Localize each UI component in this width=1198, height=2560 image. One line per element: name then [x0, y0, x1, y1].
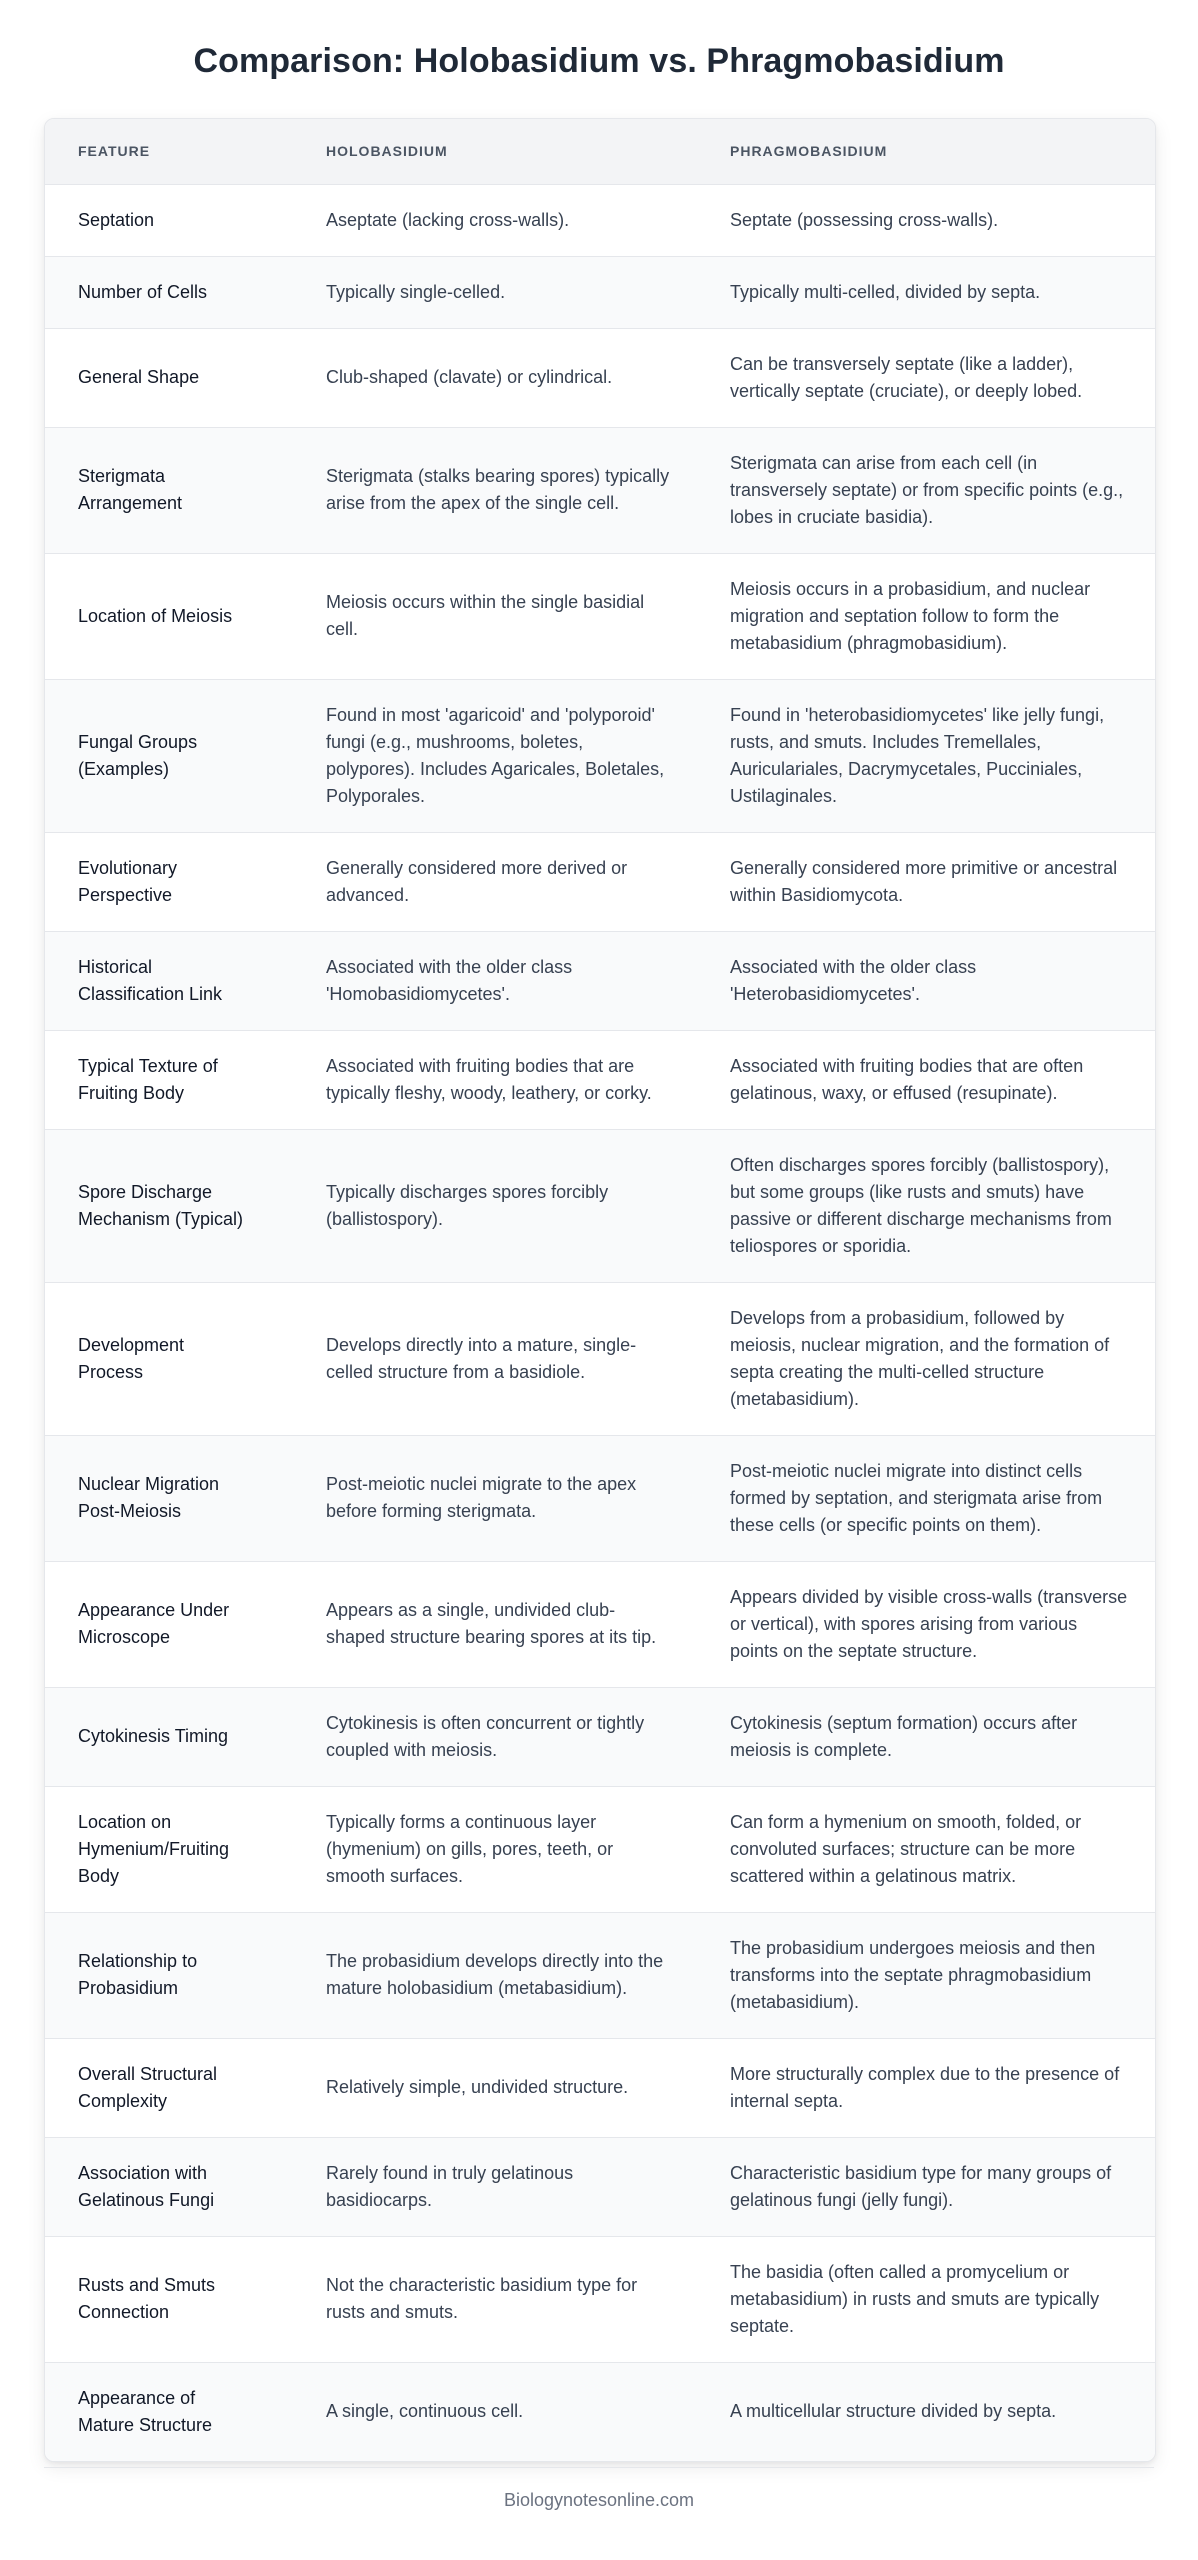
table-row [45, 1282, 1155, 1435]
feature-cell: Historical Classification Link [45, 931, 293, 1030]
phragmobasidium-cell: Meiosis occurs in a probasidium, and nuclear migration and septation follow to form the metabasidium (phragmobasidium). [697, 553, 1155, 679]
phragmobasidium-cell: Develops from a probasidium, followed by meiosis, nuclear migration, and the formation of septa creating the multi-celled structure (metabasidium). [697, 1282, 1155, 1435]
holobasidium-cell: A single, continuous cell. [293, 2362, 697, 2461]
holobasidium-cell: Typically single-celled. [293, 256, 697, 328]
holobasidium-cell: Associated with the older class 'Homobasidiomycetes'. [293, 931, 697, 1030]
phragmobasidium-cell: Associated with the older class 'Heterobasidiomycetes'. [697, 931, 1155, 1030]
phragmobasidium-cell: Can be transversely septate (like a ladder), vertically septate (cruciate), or deeply lobed. [697, 328, 1155, 427]
table-row [45, 1030, 1155, 1129]
table-row [45, 931, 1155, 1030]
feature-cell: Development Process [45, 1282, 293, 1435]
footer-divider [44, 2467, 1154, 2468]
feature-cell: Number of Cells [45, 256, 293, 328]
phragmobasidium-cell: Septate (possessing cross-walls). [697, 184, 1155, 256]
feature-cell: Sterigmata Arrangement [45, 427, 293, 553]
table-body [45, 184, 1155, 2461]
table-row [45, 328, 1155, 427]
header-holobasidium: HOLOBASIDIUM [293, 119, 697, 184]
phragmobasidium-cell: Typically multi-celled, divided by septa. [697, 256, 1155, 328]
phragmobasidium-cell: Cytokinesis (septum formation) occurs after meiosis is complete. [697, 1687, 1155, 1786]
table-row [45, 1129, 1155, 1282]
phragmobasidium-cell: Post-meiotic nuclei migrate into distinct cells formed by septation, and sterigmata arise from these cells (or specific points on them). [697, 1435, 1155, 1561]
holobasidium-cell: Typically discharges spores forcibly (ballistospory). [293, 1129, 697, 1282]
phragmobasidium-cell: Associated with fruiting bodies that are often gelatinous, waxy, or effused (resupinate). [697, 1030, 1155, 1129]
phragmobasidium-cell: More structurally complex due to the presence of internal septa. [697, 2038, 1155, 2137]
feature-cell: Association with Gelatinous Fungi [45, 2137, 293, 2236]
comparison-table [45, 119, 1155, 2461]
phragmobasidium-cell: Can form a hymenium on smooth, folded, or convoluted surfaces; structure can be more scattered within a gelatinous matrix. [697, 1786, 1155, 1912]
holobasidium-cell: Develops directly into a mature, single-celled structure from a basidiole. [293, 1282, 697, 1435]
phragmobasidium-cell: Appears divided by visible cross-walls (transverse or vertical), with spores arising from various points on the septate structure. [697, 1561, 1155, 1687]
footer-source: Biologynotesonline.com [503, 2490, 695, 2510]
feature-cell: Evolutionary Perspective [45, 832, 293, 931]
table-row [45, 184, 1155, 256]
holobasidium-cell: Relatively simple, undivided structure. [293, 2038, 697, 2137]
header-feature: FEATURE [45, 119, 293, 184]
table-row [45, 553, 1155, 679]
holobasidium-cell: Not the characteristic basidium type for rusts and smuts. [293, 2236, 697, 2362]
table-row [45, 427, 1155, 553]
holobasidium-cell: Found in most 'agaricoid' and 'polyporoid' fungi (e.g., mushrooms, boletes, polypores). Includes Agaricales, Boletales, Polyporales. [293, 679, 697, 832]
holobasidium-cell: Sterigmata (stalks bearing spores) typically arise from the apex of the single cell. [293, 427, 697, 553]
feature-cell: Relationship to Probasidium [45, 1912, 293, 2038]
feature-cell: Appearance Under Microscope [45, 1561, 293, 1687]
table-row [45, 1561, 1155, 1687]
page-title: Comparison: Holobasidium vs. Phragmobasidium [193, 42, 1005, 80]
feature-cell: Spore Discharge Mechanism (Typical) [45, 1129, 293, 1282]
phragmobasidium-cell: The basidia (often called a promycelium or metabasidium) in rusts and smuts are typically septate. [697, 2236, 1155, 2362]
table-row [45, 2038, 1155, 2137]
phragmobasidium-cell: Sterigmata can arise from each cell (in transversely septate) or from specific points (e.g., lobes in cruciate basidia). [697, 427, 1155, 553]
holobasidium-cell: Generally considered more derived or advanced. [293, 832, 697, 931]
feature-cell: Location on Hymenium/Fruiting Body [45, 1786, 293, 1912]
table-row [45, 2236, 1155, 2362]
feature-cell: General Shape [45, 328, 293, 427]
feature-cell: Appearance of Mature Structure [45, 2362, 293, 2461]
header-phragmobasidium: PHRAGMOBASIDIUM [697, 119, 1155, 184]
holobasidium-cell: Associated with fruiting bodies that are typically fleshy, woody, leathery, or corky. [293, 1030, 697, 1129]
table-row [45, 679, 1155, 832]
holobasidium-cell: Meiosis occurs within the single basidial cell. [293, 553, 697, 679]
holobasidium-cell: Typically forms a continuous layer (hymenium) on gills, pores, teeth, or smooth surfaces. [293, 1786, 697, 1912]
feature-cell: Location of Meiosis [45, 553, 293, 679]
holobasidium-cell: Rarely found in truly gelatinous basidiocarps. [293, 2137, 697, 2236]
comparison-table-card [44, 118, 1156, 2462]
feature-cell: Fungal Groups (Examples) [45, 679, 293, 832]
holobasidium-cell: Cytokinesis is often concurrent or tightly coupled with meiosis. [293, 1687, 697, 1786]
table-row [45, 1786, 1155, 1912]
feature-cell: Rusts and Smuts Connection [45, 2236, 293, 2362]
holobasidium-cell: The probasidium develops directly into the mature holobasidium (metabasidium). [293, 1912, 697, 2038]
table-row [45, 1687, 1155, 1786]
phragmobasidium-cell: A multicellular structure divided by septa. [697, 2362, 1155, 2461]
feature-cell: Nuclear Migration Post-Meiosis [45, 1435, 293, 1561]
phragmobasidium-cell: Generally considered more primitive or ancestral within Basidiomycota. [697, 832, 1155, 931]
phragmobasidium-cell: Often discharges spores forcibly (ballistospory), but some groups (like rusts and smuts) have passive or different discharge mechanisms from teliospores or sporidia. [697, 1129, 1155, 1282]
phragmobasidium-cell: The probasidium undergoes meiosis and then transforms into the septate phragmobasidium (metabasidium). [697, 1912, 1155, 2038]
holobasidium-cell: Aseptate (lacking cross-walls). [293, 184, 697, 256]
table-row [45, 256, 1155, 328]
holobasidium-cell: Post-meiotic nuclei migrate to the apex before forming sterigmata. [293, 1435, 697, 1561]
table-row [45, 1435, 1155, 1561]
holobasidium-cell: Club-shaped (clavate) or cylindrical. [293, 328, 697, 427]
feature-cell: Cytokinesis Timing [45, 1687, 293, 1786]
table-row [45, 2362, 1155, 2461]
table-row [45, 1912, 1155, 2038]
holobasidium-cell: Appears as a single, undivided club-shaped structure bearing spores at its tip. [293, 1561, 697, 1687]
feature-cell: Typical Texture of Fruiting Body [45, 1030, 293, 1129]
table-header-row [45, 119, 1155, 184]
table-row [45, 2137, 1155, 2236]
feature-cell: Overall Structural Complexity [45, 2038, 293, 2137]
feature-cell: Septation [45, 184, 293, 256]
phragmobasidium-cell: Found in 'heterobasidiomycetes' like jelly fungi, rusts, and smuts. Includes Tremellales, Auriculariales, Dacrymycetales, Pucciniales, Ustilaginales. [697, 679, 1155, 832]
table-row [45, 832, 1155, 931]
phragmobasidium-cell: Characteristic basidium type for many groups of gelatinous fungi (jelly fungi). [697, 2137, 1155, 2236]
